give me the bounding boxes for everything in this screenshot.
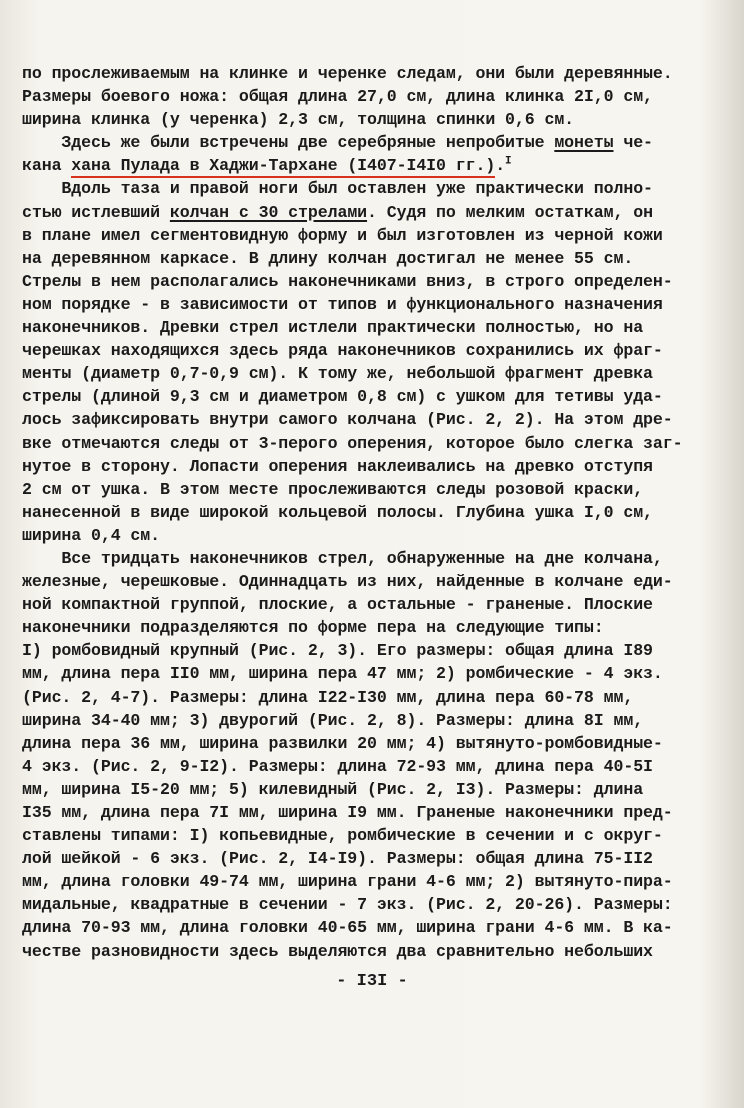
text-segment: стью истлевший (22, 202, 170, 222)
text-line: ширина 0,4 см. (22, 525, 161, 545)
text-line: ширина 34-40 мм; 3) двурогий (Рис. 2, 8). Размеры: длина 8I мм, (22, 710, 644, 730)
text-line: наконечники подразделяются по форме пера на следующие типы: (22, 618, 604, 638)
text-line: по прослеживаемым на клинке и черенке следам, они были деревянные. (22, 64, 673, 83)
text-line: Вдоль таза и правой ноги был оставлен уже практически полно- (22, 179, 653, 199)
text-line: Размеры боевого ножа: общая длина 27,0 см, длина клинка 2I,0 см, (22, 87, 653, 107)
text-line: стрелы (длиной 9,3 см и диаметром 0,8 см) с ушком для тетивы уда- (22, 387, 663, 407)
footnote-marker: I (505, 155, 512, 168)
text-line: I35 мм, длина пера 7I мм, ширина I9 мм. Граненые наконечники пред- (22, 803, 673, 822)
page-number: - I3I - (336, 972, 408, 991)
underlined-text: монеты (554, 133, 614, 153)
text-line: ширина клинка (у черенка) 2,3 см, толщина спинки 0,6 см. (22, 110, 575, 130)
text-line: мм, длина головки 49-74 мм, ширина грани 4-6 мм; 2) вытянуто-пира- (22, 872, 673, 892)
text-line: железные, черешковые. Одиннадцать из них, найденные в колчане еди- (22, 572, 673, 592)
text-line: в плане имел сегментовидную форму и был изготовлен из черной кожи (22, 225, 663, 245)
text-line: Стрелы в нем располагались наконечниками вниз, в строго определен- (22, 271, 673, 291)
text-segment: кана (22, 156, 72, 176)
text-line: мм, длина пера II0 мм, ширина пера 47 мм; 2) ромбические - 4 экз. (22, 664, 663, 684)
text-segment: че- (613, 133, 653, 153)
text-line: на деревянном каркасе. В длину колчан достигал не менее 55 см. (22, 248, 634, 268)
text-line: длина 70-93 мм, длина головки 40-65 мм, ширина грани 4-6 мм. В ка- (22, 918, 673, 938)
text-line: мидальные, квадратные в сечении - 7 экз. (Рис. 2, 20-26). Размеры: (22, 895, 673, 915)
text-line: наконечников. Древки стрел истлели практически полностью, но на (22, 318, 644, 338)
text-line: ставлены типами: I) копьевидные, ромбические в сечении и с округ- (22, 826, 663, 846)
text-line: Все тридцать наконечников стрел, обнаруженные на дне колчана, (22, 548, 663, 568)
text-line: нутое в сторону. Лопасти оперения наклеивались на древко отступя (22, 456, 653, 476)
text-line: длина пера 36 мм, ширина развилки 20 мм; 4) вытянуто-ромбовидные- (22, 733, 663, 753)
text-segment: . (495, 156, 506, 176)
text-line (22, 131, 722, 154)
text-line: лой шейкой - 6 экз. (Рис. 2, I4-I9). Размеры: общая длина 75-II2 (22, 849, 653, 869)
text-line: честве разновидности здесь выделяются два сравнительно небольших (22, 941, 653, 961)
text-line (22, 154, 722, 177)
text-line: менты (диаметр 0,7-0,9 см). К тому же, небольшой фрагмент древка (22, 364, 653, 384)
text-segment: . Судя по мелким остаткам, он (367, 202, 653, 222)
text-line: ном порядке - в зависимости от типов и функционального назначения (22, 294, 663, 314)
text-line: черешках находящихся здесь ряда наконечников сохранились их фраг- (22, 341, 663, 361)
underlined-text: колчан с 30 стрелами (169, 202, 368, 222)
text-line: (Рис. 2, 4-7). Размеры: длина I22-I30 мм, длина пера 60-78 мм, (22, 687, 634, 707)
text-line: нанесенной в виде широкой кольцевой полосы. Глубина ушка I,0 см, (22, 502, 653, 522)
text-line: ной компактной группой, плоские, а остальные - граненые. Плоские (22, 595, 653, 615)
text-line: вке отмечаются следы от 3-перого оперения, которое было слегка заг- (22, 433, 683, 453)
text-line: лось зафиксировать внутри самого колчана (Рис. 2, 2). На этом дре- (22, 410, 673, 430)
red-underlined-text: хана Пулада в Хаджи-Тархане (I407-I4I0 гг.) (71, 156, 495, 178)
text-line (22, 201, 722, 224)
text-line: 2 см от ушка. В этом месте прослеживаются следы розовой краски, (22, 479, 644, 499)
body-text (22, 62, 722, 963)
text-line: 4 экз. (Рис. 2, 9-I2). Размеры: длина 72-93 мм, длина пера 40-5I (22, 756, 653, 776)
text-line: I) ромбовидный крупный (Рис. 2, 3). Его размеры: общая длина I89 (22, 641, 653, 661)
text-line: мм, ширина I5-20 мм; 5) килевидный (Рис. 2, I3). Размеры: длина (22, 779, 644, 799)
text-segment: Здесь же были встречены две серебряные непробитые (22, 133, 555, 153)
